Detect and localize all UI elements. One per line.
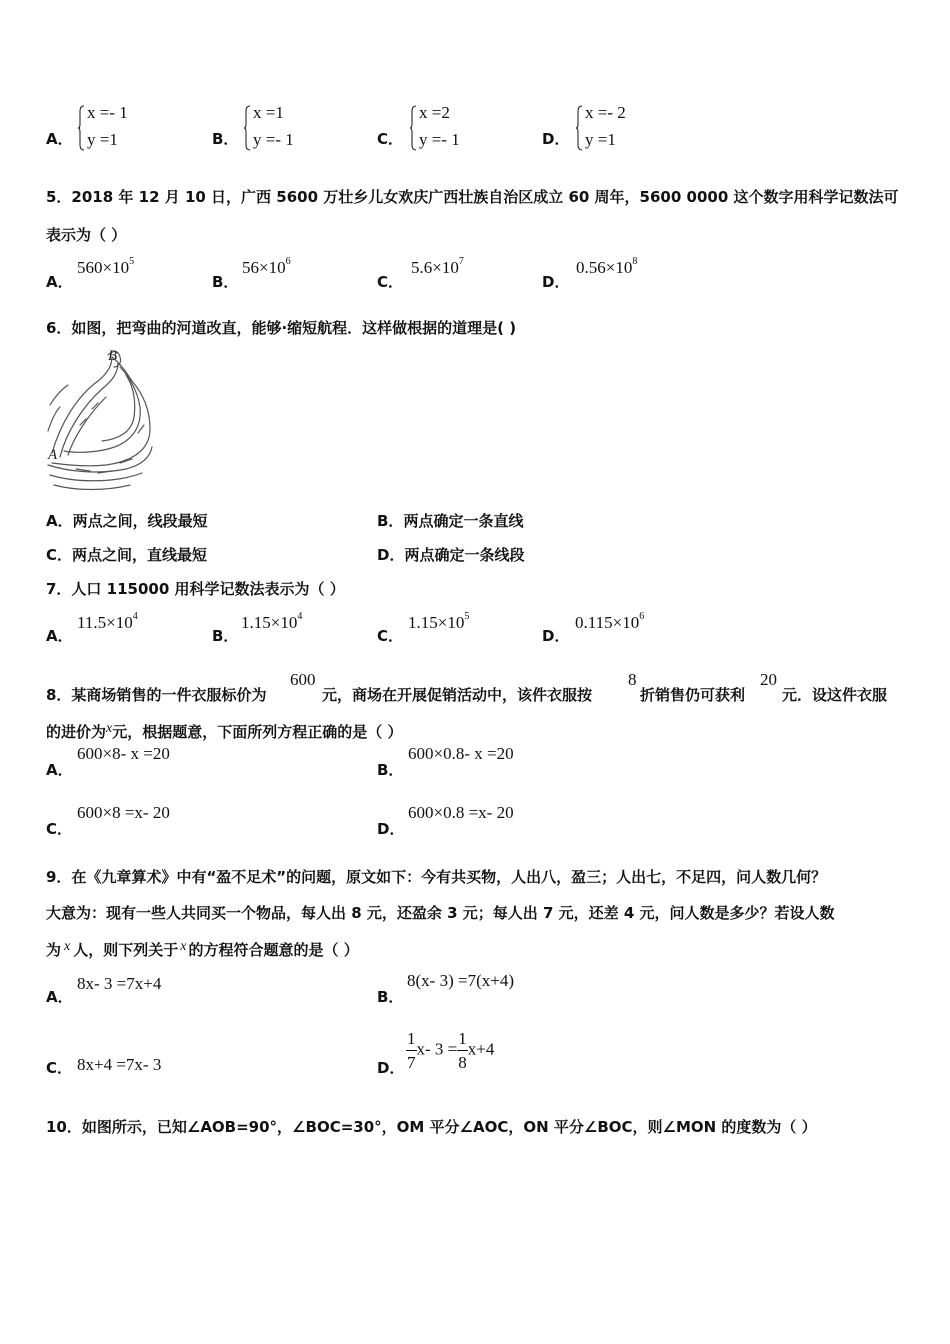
q4-option-d-label: D． [542,130,570,148]
q6-option-b-label: B． [377,512,404,530]
q9-line3-prefix: 为 [46,941,62,959]
q5-option-a-expr [77,258,134,278]
q9-option-c-expr: 8x+4 =7x- 3 [77,1055,162,1074]
q6-option-a [46,510,208,531]
q7-option-d-exp: 6 [639,611,645,623]
fraction-denominator: 8 [458,1053,467,1072]
q6-option-c-text: 两点之间，直线最短 [72,546,208,564]
q8-line2-prefix: 的进价为 [46,723,107,741]
q4-option-a-row2: y =1 [87,130,118,149]
q9-option-d-middle: x- 3 = [416,1039,458,1059]
q5-option-d-label: D． [542,273,570,291]
q8-discount-value: 8 [628,670,637,689]
q5-option-d-base: 0.56×10 [576,258,633,277]
q5-option-c-label: C． [377,273,404,291]
q9-option-b-expr: 8(x- 3) =7(x+4) [407,971,514,990]
q4-option-c-system [410,103,490,155]
figure-label-a: A [48,447,58,463]
q8-option-c-label: C． [46,820,73,838]
q4-option-a-label: A． [46,130,73,148]
q4-option-a-row1: x =- 1 [87,103,128,122]
fraction-one-eighth [457,1030,468,1071]
q9-option-a-expr: 8x- 3 =7x+4 [77,974,162,993]
q7-option-d-label: D． [542,627,570,645]
q4-option-b-row2: y =- 1 [253,130,294,149]
q8-stem-part2: 元，商场在开展促销活动中，该件衣服按 [322,686,593,704]
figure-label-b: B [108,348,118,364]
q7-option-a-base: 11.5×10 [77,613,133,632]
q4-option-b-label: B． [212,130,239,148]
fraction-one-seventh [406,1030,417,1071]
q4-option-b-row1: x =1 [253,103,284,122]
q7-option-b-expr [241,613,302,633]
q5-option-b-exp: 6 [285,256,291,268]
q4-option-d-system [576,103,656,155]
q6-option-d [377,544,524,565]
q10-stem: 10．如图所示，已知∠AOB=90°，∠BOC=30°，OM 平分∠AOC，ON 平分∠BOC，则∠MON 的度数为（ ） [46,1118,817,1136]
q8-option-b-label: B． [377,761,404,779]
q9-stem-line3 [46,939,359,960]
q9-variable-x-2: x [180,939,187,954]
q4-option-d-row2: y =1 [585,130,616,149]
q5-option-c-exp: 7 [458,256,464,268]
q7-option-c-base: 1.15×10 [408,613,465,632]
q6-option-d-label: D． [377,546,405,564]
q8-stem-line2 [46,721,402,742]
brace-icon [410,105,416,151]
q5-option-b-expr [242,258,291,278]
q7-stem: 7．人口 115000 用科学记数法表示为（ ） [46,580,345,598]
q4-option-b-system [244,103,324,155]
q5-option-b-label: B． [212,273,239,291]
q8-stem-part1: 8．某商场销售的一件衣服标价为 [46,686,267,704]
q7-option-d-expr [575,613,644,633]
q4-option-a-system [78,103,158,155]
q6-stem: 6．如图，把弯曲的河道改直，能够·缩短航程．这样做根据的道理是( ) [46,319,517,337]
q7-option-b-base: 1.15×10 [241,613,298,632]
q5-option-c-base: 5.6×10 [411,258,459,277]
q5-option-a-base: 560×10 [77,258,130,277]
q8-price-value: 600 [290,670,316,689]
q9-variable-x: x [64,939,71,954]
q9-option-a-label: A． [46,988,73,1006]
q7-option-b-label: B． [212,627,239,645]
q5-stem-line1: 5．2018 年 12 月 10 日，广西 5600 万壮乡儿女欢庆广西壮族自治区成立 60 周年，5600 0000 这个数字用科学记数法可 [46,188,899,206]
q9-line3-middle: 人，则下列关于 [73,941,179,959]
q9-stem-line1: 9．在《九章算术》中有“盈不足术”的问题，原文如下：今有共买物，人出八，盈三；人出七，不足四，问人数几何？ [46,868,827,886]
q8-profit-value: 20 [760,670,777,689]
river-figure [46,345,158,493]
q8-option-d-expr: 600×0.8 =x- 20 [408,803,514,822]
q8-option-d-label: D． [377,820,405,838]
q4-option-c-row1: x =2 [419,103,450,122]
q8-stem-part3: 折销售仍可获利 [640,686,746,704]
q4-option-c-label: C． [377,130,404,148]
q8-stem-part4: 元．设这件衣服 [782,686,888,704]
fraction-numerator: 1 [457,1030,468,1051]
q8-option-b-expr: 600×0.8- x =20 [408,744,514,763]
q6-option-a-text: 两点之间，线段最短 [72,512,208,530]
q7-option-c-exp: 5 [464,611,470,623]
q5-option-a-exp: 5 [129,256,135,268]
q8-variable-x: x [106,721,113,736]
q5-option-d-expr [576,258,637,278]
q6-option-a-label: A． [46,512,73,530]
q7-option-c-label: C． [377,627,404,645]
q9-option-d-expr [406,1030,494,1071]
q6-option-c [46,544,207,565]
q7-option-b-exp: 4 [297,611,303,623]
q8-line2-suffix: 元，根据题意，下面所列方程正确的是（ ） [112,723,403,741]
q7-option-a-expr [77,613,138,633]
q9-option-b-label: B． [377,988,404,1006]
q5-option-b-base: 56×10 [242,258,286,277]
q7-option-c-expr [408,613,469,633]
q5-stem-line2: 表示为（ ） [46,226,127,244]
q9-option-c-label: C． [46,1059,73,1077]
q8-option-a-label: A． [46,761,73,779]
brace-icon [576,105,582,151]
q8-option-a-expr: 600×8- x =20 [77,744,170,763]
q5-option-a-label: A． [46,273,73,291]
fraction-denominator: 7 [407,1053,416,1072]
q7-option-a-exp: 4 [132,611,138,623]
q6-option-c-label: C． [46,546,73,564]
brace-icon [244,105,250,151]
q6-option-b-text: 两点确定一条直线 [403,512,524,530]
q4-option-c-row2: y =- 1 [419,130,460,149]
q9-stem-line2: 大意为：现有一些人共同买一个物品，每人出 8 元，还盈余 3 元；每人出 7 元，还差 4 元，问人数是多少？若设人数 [46,904,835,922]
brace-icon [78,105,84,151]
q9-option-d-label: D． [377,1059,405,1077]
q5-option-d-exp: 8 [632,256,638,268]
q6-option-b [377,510,523,531]
q5-option-c-expr [411,258,464,278]
q9-option-d-tail: x+4 [467,1039,495,1059]
q6-option-d-text: 两点确定一条线段 [404,546,525,564]
q7-option-a-label: A． [46,627,73,645]
q7-option-d-base: 0.115×10 [575,613,640,632]
q4-option-d-row1: x =- 2 [585,103,626,122]
q8-option-c-expr: 600×8 =x- 20 [77,803,170,822]
q9-line3-suffix: 的方程符合题意的是（ ） [188,941,359,959]
fraction-numerator: 1 [406,1030,417,1051]
